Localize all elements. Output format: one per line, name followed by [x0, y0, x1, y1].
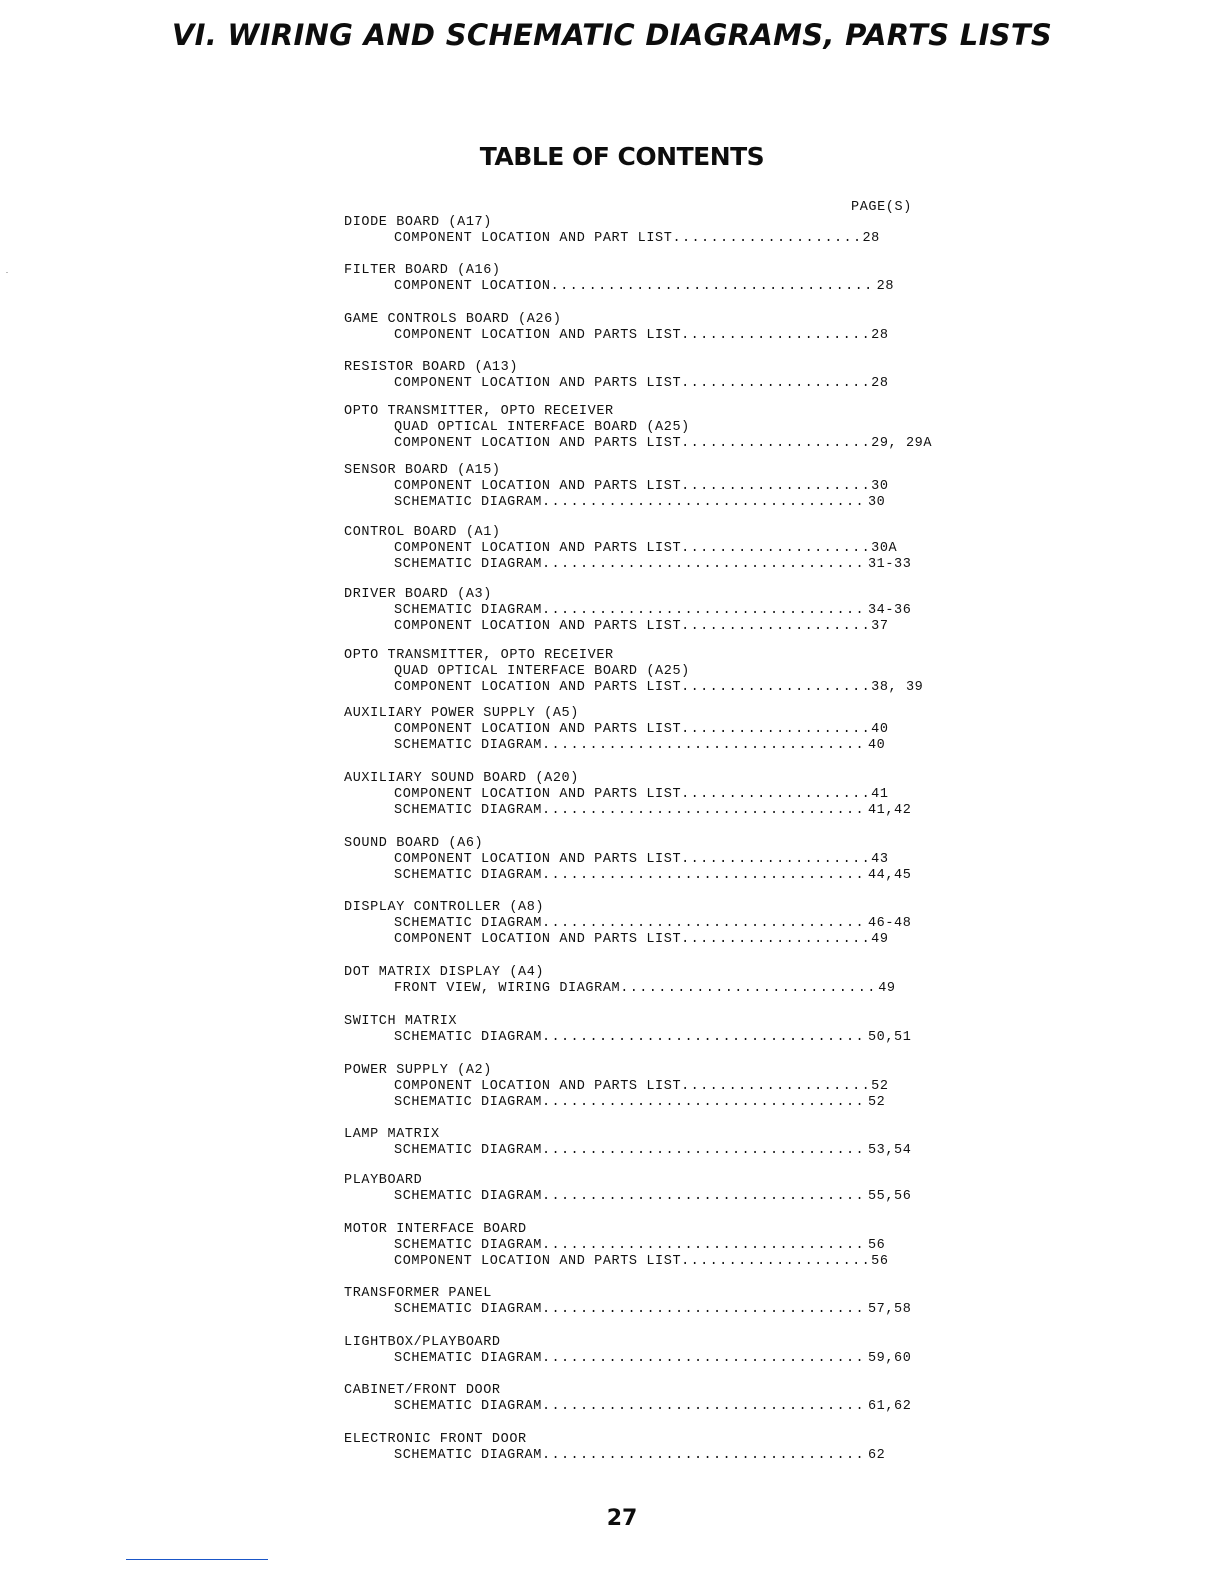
- toc-section-title: SWITCH MATRIX: [344, 1014, 458, 1029]
- toc-entry-page: 34-36: [867, 603, 912, 618]
- toc-entry-text: COMPONENT LOCATION AND PARTS LIST: [394, 436, 682, 451]
- toc-entry-page: 28: [876, 279, 895, 294]
- toc-entry: [344, 1095, 964, 1111]
- dot-leader: [542, 738, 866, 754]
- toc-section-title: RESISTOR BOARD (A13): [344, 360, 519, 375]
- toc-entry-text: COMPONENT LOCATION: [394, 279, 551, 294]
- toc-section-title: DIODE BOARD (A17): [344, 215, 492, 230]
- toc-entry-text: COMPONENT LOCATION AND PARTS LIST: [394, 852, 682, 867]
- toc-entry-page: 40: [867, 738, 886, 753]
- dot-leader: [681, 328, 869, 344]
- toc-entry-text: COMPONENT LOCATION AND PARTS LIST: [394, 1254, 682, 1269]
- toc-section-title: SOUND BOARD (A6): [344, 836, 484, 851]
- dot-leader: [542, 603, 866, 619]
- toc-section: [344, 463, 964, 511]
- toc-entry-text: SCHEMATIC DIAGRAM: [394, 603, 542, 618]
- toc-title: TABLE OF CONTENTS: [479, 142, 765, 171]
- toc-entry-text: SCHEMATIC DIAGRAM: [394, 803, 542, 818]
- toc-section: [344, 648, 964, 696]
- toc-section: [344, 263, 964, 295]
- toc-entry-page: 55,56: [867, 1189, 912, 1204]
- toc-entry-text: SCHEMATIC DIAGRAM: [394, 916, 542, 931]
- toc-entry-text: COMPONENT LOCATION AND PARTS LIST: [394, 787, 682, 802]
- dot-leader: [542, 803, 866, 819]
- toc-entry: [344, 376, 964, 392]
- toc-entry-text: SCHEMATIC DIAGRAM: [394, 1302, 542, 1317]
- toc-section-title: LAMP MATRIX: [344, 1127, 440, 1142]
- toc-section: [344, 1222, 964, 1270]
- toc-entry: [344, 981, 964, 997]
- toc-section-title: POWER SUPPLY (A2): [344, 1063, 492, 1078]
- toc-section-title: PLAYBOARD: [344, 1173, 423, 1188]
- dot-leader: [620, 981, 876, 997]
- toc-entry: [344, 1238, 964, 1254]
- toc-entry: [344, 328, 964, 344]
- dot-leader: [542, 1351, 866, 1367]
- toc-entry-page: 43: [871, 852, 889, 867]
- toc-section-title: MOTOR INTERFACE BOARD: [344, 1222, 527, 1237]
- toc-section-title: OPTO TRANSMITTER, OPTO RECEIVER: [344, 404, 614, 419]
- toc-section-title: DRIVER BOARD (A3): [344, 587, 492, 602]
- toc-entry: [344, 479, 964, 495]
- toc-entry: [344, 1189, 964, 1205]
- toc-entry: [344, 1143, 964, 1159]
- toc-entry-text: QUAD OPTICAL INTERFACE BOARD (A25): [394, 664, 690, 679]
- toc-entry-page: 62: [867, 1448, 886, 1463]
- dot-leader: [542, 1143, 866, 1159]
- toc-entry: [344, 787, 964, 803]
- toc-entry-page: 40: [871, 722, 889, 737]
- toc-entry-page: 52: [871, 1079, 889, 1094]
- dot-leader: [681, 1254, 869, 1270]
- toc-entry-page: 49: [871, 932, 889, 947]
- dot-leader: [672, 231, 860, 247]
- toc-entry-text: SCHEMATIC DIAGRAM: [394, 1095, 542, 1110]
- dot-leader: [542, 495, 866, 511]
- toc-entry: [344, 664, 964, 680]
- toc-section-title: CONTROL BOARD (A1): [344, 525, 501, 540]
- toc-entry-page: 59,60: [867, 1351, 912, 1366]
- toc-entry-page: 57,58: [867, 1302, 912, 1317]
- toc-entry-page: 49: [878, 981, 896, 996]
- toc-entry: [344, 722, 964, 738]
- toc-entry-page: 53,54: [867, 1143, 912, 1158]
- toc-entry: [344, 1030, 964, 1046]
- toc-entry-page: 28: [871, 376, 889, 391]
- toc-entry: [344, 932, 964, 948]
- toc-entry-text: COMPONENT LOCATION AND PARTS LIST: [394, 328, 682, 343]
- toc-entry: [344, 1399, 964, 1415]
- toc-entry-page: 46-48: [867, 916, 912, 931]
- dot-leader: [542, 1302, 866, 1318]
- toc-section: [344, 587, 964, 635]
- toc-section: [344, 215, 964, 247]
- toc-section-title: FILTER BOARD (A16): [344, 263, 501, 278]
- toc-entry-text: COMPONENT LOCATION AND PARTS LIST: [394, 932, 682, 947]
- toc-section-title: CABINET/FRONT DOOR: [344, 1383, 501, 1398]
- toc-section: [344, 836, 964, 884]
- toc-section-title: ELECTRONIC FRONT DOOR: [344, 1432, 527, 1447]
- dot-leader: [542, 868, 866, 884]
- dot-leader: [681, 619, 869, 635]
- dot-leader: [542, 1095, 866, 1111]
- toc-entry-page: 52: [867, 1095, 886, 1110]
- dot-leader: [551, 279, 875, 295]
- toc-section: [344, 1173, 964, 1205]
- dot-leader: [681, 436, 869, 452]
- toc-entry-page: 28: [862, 231, 880, 246]
- toc-entry-page: 41,42: [867, 803, 912, 818]
- toc-section: [344, 1383, 964, 1415]
- toc-section: [344, 360, 964, 392]
- toc-entry-page: 31-33: [867, 557, 912, 572]
- toc-entry-text: QUAD OPTICAL INTERFACE BOARD (A25): [394, 420, 690, 435]
- toc-section: [344, 1335, 964, 1367]
- toc-entry: [344, 1448, 964, 1464]
- toc-entry: [344, 1302, 964, 1318]
- toc-section-title: AUXILIARY SOUND BOARD (A20): [344, 771, 579, 786]
- toc-section: [344, 1063, 964, 1111]
- toc-entry-text: COMPONENT LOCATION AND PARTS LIST: [394, 376, 682, 391]
- toc-entry-text: COMPONENT LOCATION AND PARTS LIST: [394, 1079, 682, 1094]
- page-column-label: PAGE(S): [851, 200, 912, 215]
- toc-entry-page: 41: [871, 787, 889, 802]
- dot-leader: [681, 722, 869, 738]
- toc-entry: [344, 279, 964, 295]
- footer-rule: [126, 1559, 268, 1560]
- toc-entry-text: SCHEMATIC DIAGRAM: [394, 1351, 542, 1366]
- dot-leader: [542, 916, 866, 932]
- toc-entry-text: COMPONENT LOCATION AND PARTS LIST: [394, 541, 682, 556]
- toc-entry-page: 56: [867, 1238, 886, 1253]
- toc-section-title: LIGHTBOX/PLAYBOARD: [344, 1335, 501, 1350]
- toc-section: [344, 771, 964, 819]
- toc-entry-page: 30: [871, 479, 889, 494]
- dot-leader: [542, 557, 866, 573]
- toc-section: [344, 404, 964, 452]
- toc-entry: [344, 1351, 964, 1367]
- toc-entry-page: 30: [867, 495, 886, 510]
- toc-entry: [344, 1254, 964, 1270]
- toc-entry-page: 38, 39: [871, 680, 924, 695]
- toc-section: [344, 1014, 964, 1046]
- toc-entry: [344, 603, 964, 619]
- toc-entry: [344, 557, 964, 573]
- dot-leader: [681, 932, 869, 948]
- scan-edge-mark: [6, 272, 8, 273]
- toc-entry: [344, 803, 964, 819]
- page-header: VI. WIRING AND SCHEMATIC DIAGRAMS, PARTS LISTS: [171, 18, 1053, 52]
- toc-entry: [344, 420, 964, 436]
- toc-entry-text: SCHEMATIC DIAGRAM: [394, 868, 542, 883]
- toc-section: [344, 706, 964, 754]
- toc-section: [344, 525, 964, 573]
- dot-leader: [681, 852, 869, 868]
- toc-entry-text: SCHEMATIC DIAGRAM: [394, 495, 542, 510]
- dot-leader: [542, 1189, 866, 1205]
- toc-entry: [344, 541, 964, 557]
- toc-entry-page: 44,45: [867, 868, 912, 883]
- toc-entry-text: SCHEMATIC DIAGRAM: [394, 557, 542, 572]
- toc-entry-page: 28: [871, 328, 889, 343]
- toc-section: [344, 965, 964, 997]
- toc-entry-text: COMPONENT LOCATION AND PARTS LIST: [394, 619, 682, 634]
- toc-entry: [344, 852, 964, 868]
- toc-entry: [344, 916, 964, 932]
- toc-entry-text: FRONT VIEW, WIRING DIAGRAM: [394, 981, 621, 996]
- dot-leader: [681, 541, 869, 557]
- toc-section-title: GAME CONTROLS BOARD (A26): [344, 312, 562, 327]
- toc-section-title: OPTO TRANSMITTER, OPTO RECEIVER: [344, 648, 614, 663]
- dot-leader: [681, 479, 869, 495]
- toc-entry-text: SCHEMATIC DIAGRAM: [394, 1238, 542, 1253]
- dot-leader: [681, 680, 869, 696]
- toc-entry-page: 50,51: [867, 1030, 912, 1045]
- toc-section: [344, 312, 964, 344]
- toc-entry-page: 61,62: [867, 1399, 912, 1414]
- toc-section: [344, 900, 964, 948]
- toc-entry-page: 56: [871, 1254, 889, 1269]
- toc-entry-page: 37: [871, 619, 889, 634]
- toc-section: [344, 1286, 964, 1318]
- dot-leader: [681, 787, 869, 803]
- dot-leader: [681, 376, 869, 392]
- dot-leader: [542, 1238, 866, 1254]
- toc-entry-page: 29, 29A: [871, 436, 933, 451]
- toc-entry-text: COMPONENT LOCATION AND PARTS LIST: [394, 722, 682, 737]
- toc-section: [344, 1432, 964, 1464]
- toc-entry: [344, 231, 964, 247]
- toc-entry-text: COMPONENT LOCATION AND PARTS LIST: [394, 680, 682, 695]
- toc-entry: [344, 495, 964, 511]
- toc-entry-text: SCHEMATIC DIAGRAM: [394, 738, 542, 753]
- toc-entry-page: 30A: [871, 541, 898, 556]
- toc-entry-text: COMPONENT LOCATION AND PART LIST: [394, 231, 673, 246]
- toc-section-title: DOT MATRIX DISPLAY (A4): [344, 965, 545, 980]
- dot-leader: [681, 1079, 869, 1095]
- toc-entry-text: SCHEMATIC DIAGRAM: [394, 1189, 542, 1204]
- toc-entry: [344, 436, 964, 452]
- toc-section: [344, 1127, 964, 1159]
- dot-leader: [542, 1448, 866, 1464]
- toc-entry: [344, 868, 964, 884]
- toc-entry-text: SCHEMATIC DIAGRAM: [394, 1030, 542, 1045]
- dot-leader: [542, 1399, 866, 1415]
- toc-section-title: AUXILIARY POWER SUPPLY (A5): [344, 706, 579, 721]
- toc-entry-text: SCHEMATIC DIAGRAM: [394, 1399, 542, 1414]
- toc-entry-text: COMPONENT LOCATION AND PARTS LIST: [394, 479, 682, 494]
- toc-section-title: SENSOR BOARD (A15): [344, 463, 501, 478]
- toc-section-title: DISPLAY CONTROLLER (A8): [344, 900, 545, 915]
- page-number: 27: [606, 1506, 638, 1531]
- toc-section-title: TRANSFORMER PANEL: [344, 1286, 492, 1301]
- toc-entry-text: SCHEMATIC DIAGRAM: [394, 1448, 542, 1463]
- toc-entry: [344, 738, 964, 754]
- toc-entry-text: SCHEMATIC DIAGRAM: [394, 1143, 542, 1158]
- toc-entry: [344, 619, 964, 635]
- toc-entry: [344, 680, 964, 696]
- toc-entry: [344, 1079, 964, 1095]
- dot-leader: [542, 1030, 866, 1046]
